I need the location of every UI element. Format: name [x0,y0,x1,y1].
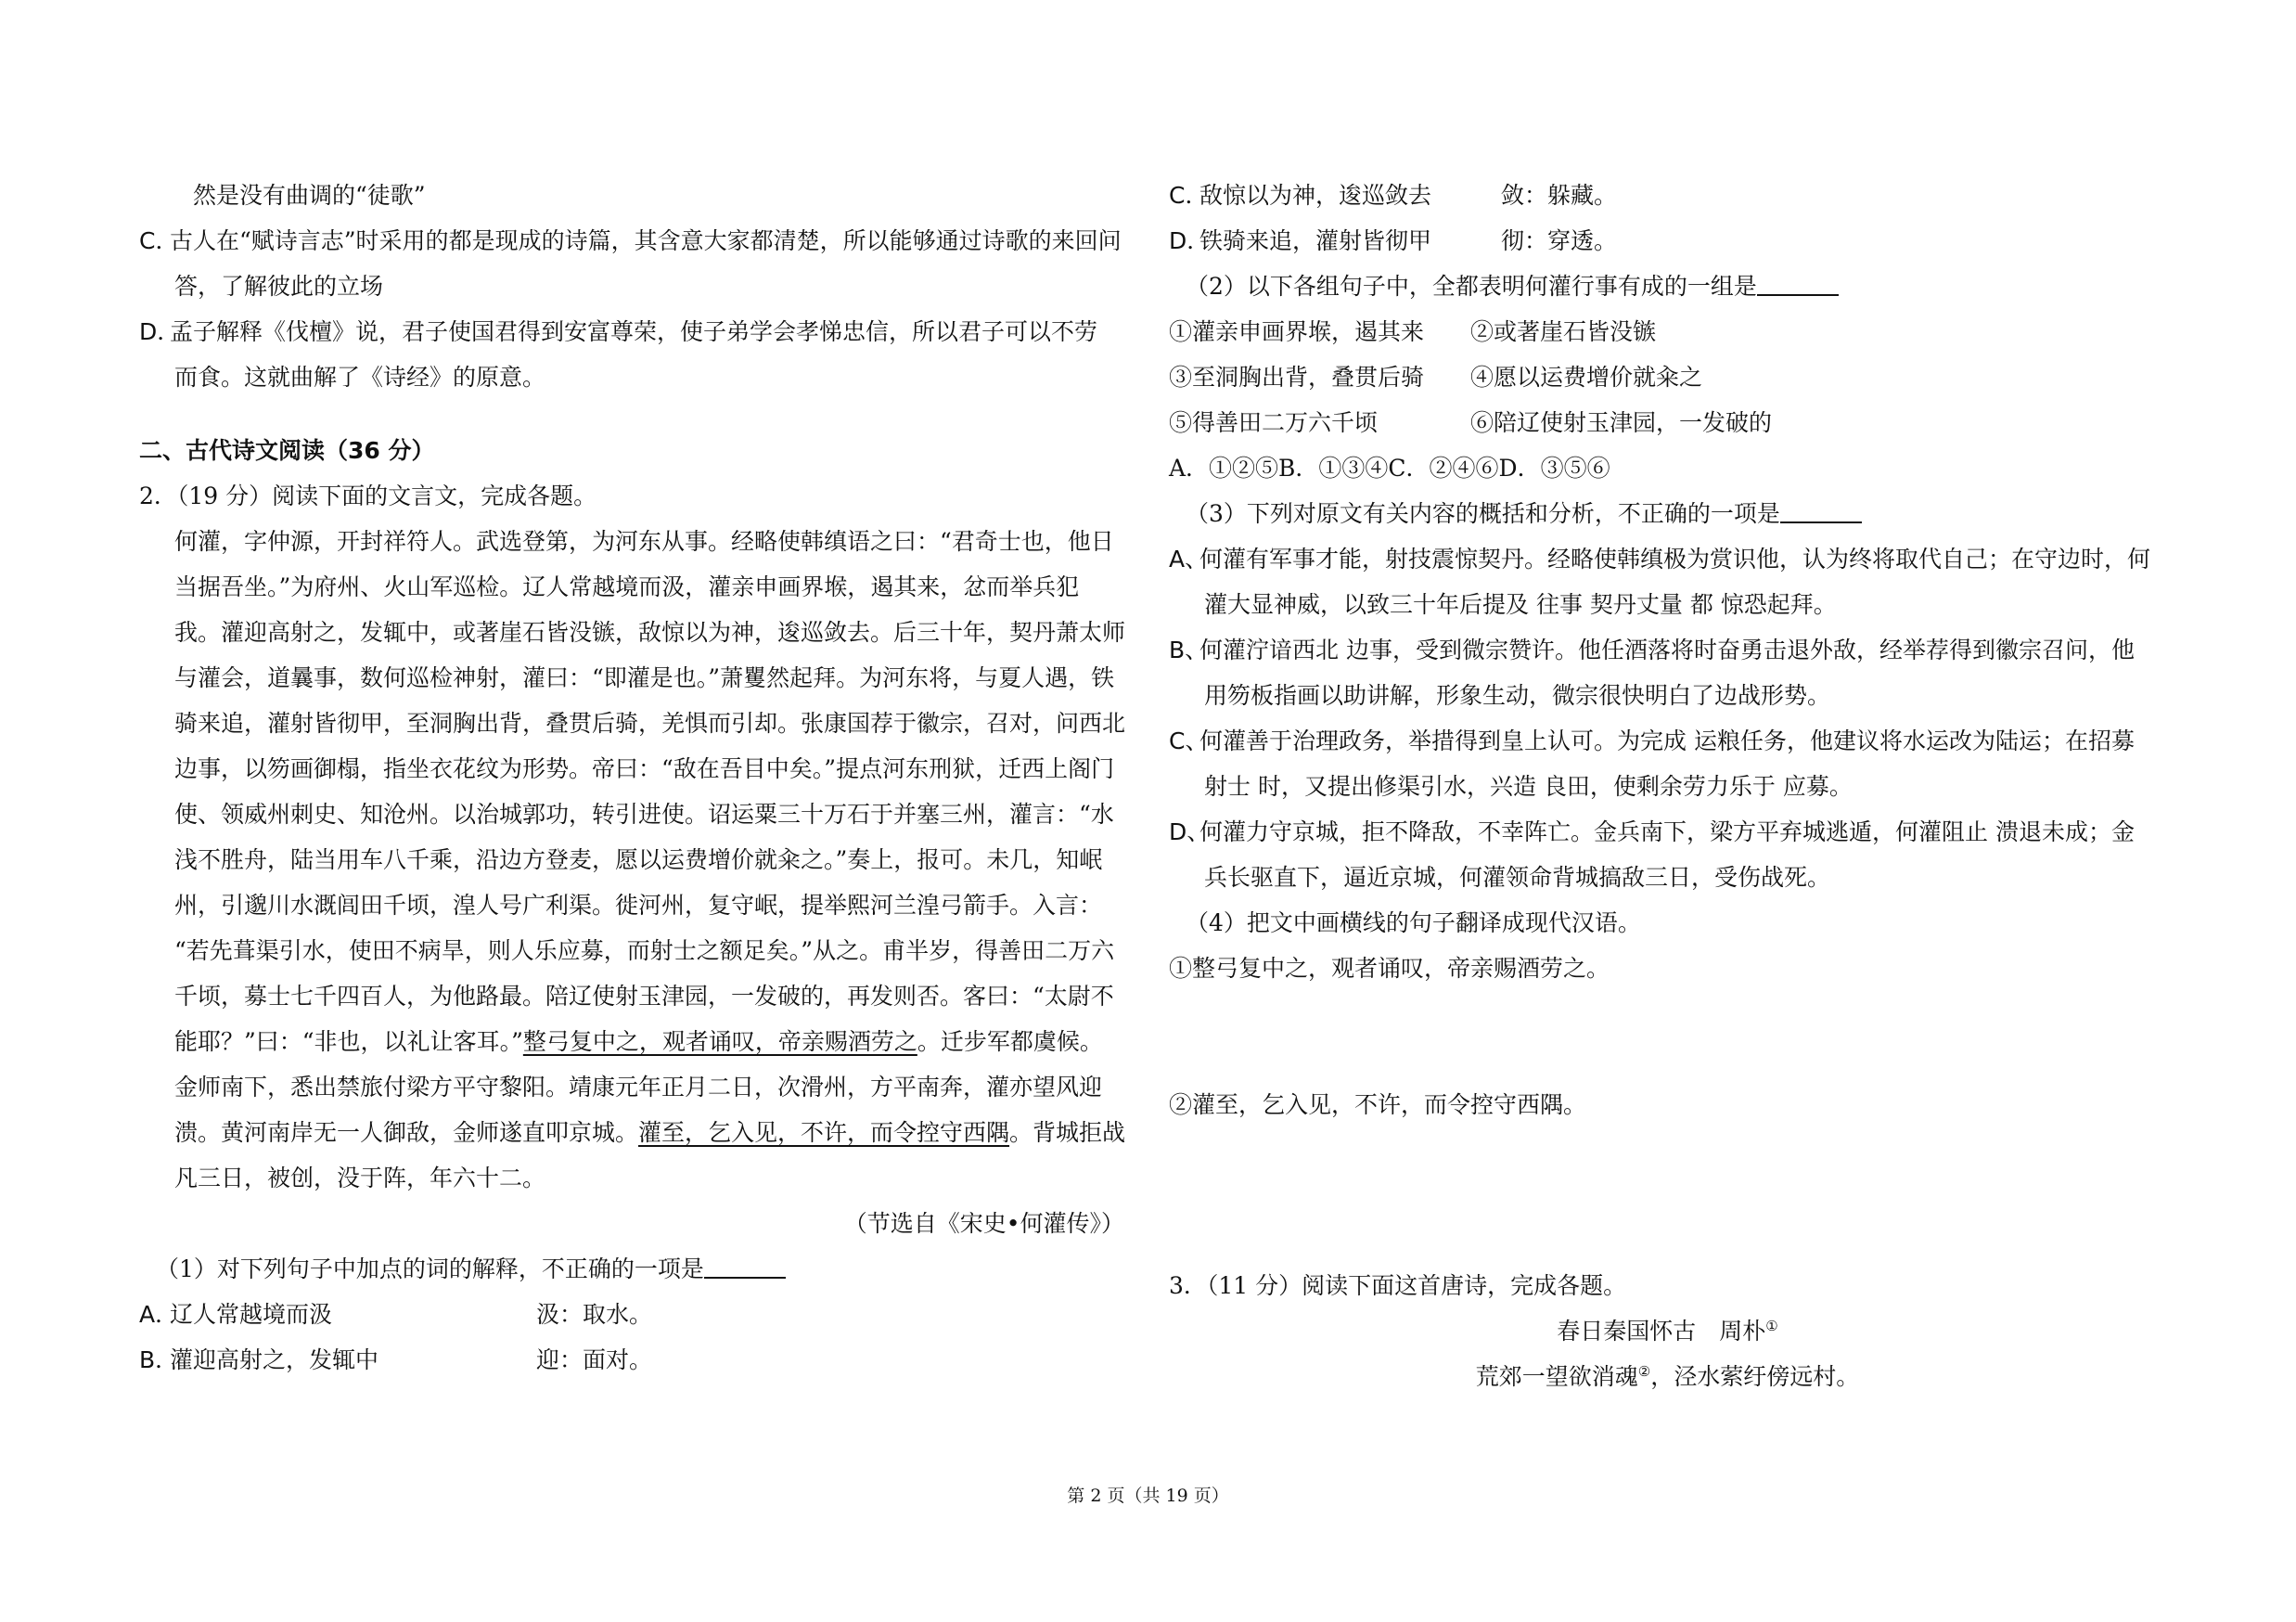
sub2-choices: A．①②⑤B．①③④C．②④⑥D．③⑤⑥ [1169,455,1610,482]
question-2-intro: 2．（19 分）阅读下面的文言文，完成各题。 [139,483,597,509]
passage-line: 我。灌迎高射之，发辄中，或著崖石皆没镞，敌惊以为神，逡巡敛去。后三十年，契丹萧太师 [174,619,1126,646]
passage-line: “若先葺渠引水，使田不病旱，则人乐应募，而射士之额足矣。”从之。甫半岁，得善田二万六 [174,937,1115,964]
section-heading: 二、古代诗文阅读（36 分） [139,437,435,464]
answer-space[interactable] [1169,991,2166,1082]
sub-question-2: （2）以下各组句子中，全都表明何灌行事有成的一组是 [1169,264,2166,309]
answer-blank[interactable] [1780,496,1862,523]
sub1-option-c: C．敌惊以为神，逡巡敛去 敛：躲藏。 [1169,182,1618,209]
passage-line: 凡三日，被创，没于阵，年六十二。 [174,1165,546,1191]
option-label: C． [139,227,179,254]
footnote-marker: ② [1637,1363,1651,1380]
sub-question-3: （3）下列对原文有关内容的概括和分析，不正确的一项是 [1169,491,2166,536]
translation-item-2: ②灌至，乞入见，不许，而令控守西隅。 [1169,1091,1587,1118]
sub2-item-row: ③至洞胸出背，叠贯后骑 ④愿以运费增价就籴之 [1169,364,1703,391]
passage-line: 金师南下，悉出禁旅付梁方平守黎阳。靖康元年正月二日，次滑州，方平南奔，灌亦望风迎 [174,1074,1103,1101]
translation-item-1: ①整弓复中之，观者诵叹，帝亲赐酒劳之。 [1169,955,1610,982]
option-c: C．古人在“赋诗言志”时采用的都是现成的诗篇，其含意大家都清楚，所以能够通过诗歌的来回问 答，了解彼此的立场 [139,218,1132,309]
sub3-option-b: B、何灌泞谙西北 边事，受到微宗赞许。他任酒落将时奋勇击退外敌，经举荐得到徽宗召问，他 用笏板指画以助讲解，形象生动，微宗很快明白了边战形势。 [1169,637,2135,709]
poem-line-1: 荒郊一望欲消魂②，泾水萦纡傍远村。 [1475,1363,1860,1390]
poem-title: 春日秦国怀古 [1557,1318,1697,1345]
left-column [139,173,1132,1383]
passage-source: （节选自《宋史•何灌传》） [843,1210,1124,1237]
passage-line: 使、领威州刺史、知沧州。以治城郭功，转引进使。诏运粟三十万石于并塞三州，灌言：“水 [174,801,1114,828]
underlined-sentence-1: 整弓复中之，观者诵叹，帝亲赐酒劳之 [522,1028,917,1055]
passage-line: 千顷，募士七千四百人，为他路最。陪辽使射玉津园，一发破的，再发则否。客曰：“太尉不 [174,983,1114,1010]
sub3-option-c: C、何灌善于治理政务，举措得到皇上认可。为完成 运粮任务，他建议将水运改为陆运；在招募 射士 时，又提出修渠引水，兴造 良田，使剩余劳力乐于 应募。 [1169,727,2135,800]
footnote-marker: ① [1765,1318,1778,1334]
right-column [1169,173,2166,1399]
poem-title-line [1169,1308,2166,1354]
passage-line: 州，引邈川水溉闾田千顷，湟人号广利渠。徙河州，复守岷，提举熙河兰湟弓箭手。入言： [174,892,1103,919]
sub-question-4: （4）把文中画横线的句子翻译成现代汉语。 [1186,909,1641,936]
sub1-option-b: B．灌迎高射之，发辄中 迎：面对。 [139,1346,653,1373]
classical-passage [139,519,1132,1201]
question-3-intro: 3．（11 分）阅读下面这首唐诗，完成各题。 [1169,1272,1627,1299]
answer-blank[interactable] [1757,268,1839,296]
passage-line: 能耶？”曰：“非也，以礼让客耳。”整弓复中之，观者诵叹，帝亲赐酒劳之。迁步军都虞候。 [174,1028,1103,1055]
passage-line: 与灌会，道曩事，数何巡检神射，灌曰：“即灌是也。”萧矍然起拜。为河东将，与夏人遇，铁 [174,664,1115,691]
sub-question-1: （1）对下列句子中加点的词的解释，不正确的一项是 [139,1246,1132,1292]
sub1-option-d: D．铁骑来追，灌射皆彻甲 彻：穿透。 [1169,227,1618,254]
page-footer: 第 2 页（共 19 页） [1067,1486,1229,1506]
sub3-option-a: A、何灌有军事才能，射技震惊契丹。经略使韩缜极为赏识他，认为终将取代自己；在守边时，何 灌大显神威，以致三十年后提及 往事 契丹丈量 都 惊恐起拜。 [1169,546,2151,618]
answer-blank[interactable] [704,1251,786,1279]
passage-line: 边事，以笏画御榻，指坐衣花纹为形势。帝曰：“敌在吾目中矣。”提点河东刑狱，迁西上阁门 [174,755,1115,782]
option-d: D．孟子解释《伐檀》说，君子使国君得到安富尊荣，使子弟学会孝悌忠信，所以君子可以不劳 而食。这就曲解了《诗经》的原意。 [139,309,1132,400]
answer-space[interactable] [1169,1127,2166,1218]
underlined-sentence-2: 灌至，乞入见，不许，而令控守西隅 [638,1119,1010,1146]
passage-line: 浅不胜舟，陆当用车八千乘，沿边方登麦，愿以运费增价就籴之。”奏上，报可。未几，知岷 [174,846,1103,873]
sub2-item-row: ⑤得善田二万六千顷 ⑥陪辽使射玉津园，一发破的 [1169,409,1773,436]
passage-line: 何灌，字仲源，开封祥符人。武选登第，为河东从事。经略使韩缜语之曰：“君奇士也，他日 [174,528,1114,555]
sub1-option-a: A．辽人常越境而汲 汲：取水。 [139,1301,653,1328]
passage-line: 溃。黄河南岸无一人御敌，金师遂直叩京城。灌至，乞入见，不许，而令控守西隅。背城拒战 [174,1119,1126,1146]
option-label: D． [139,318,181,345]
poem-author: 周朴 [1719,1318,1766,1345]
sub3-option-d: D、何灌力守京城，拒不降敌，不幸阵亡。金兵南下，梁方平弃城逃遁，何灌阻止 溃退未成；金 兵长驱直下，逼近京城，何灌领命背城搞敌三日，受伤战死。 [1169,818,2135,891]
continued-line: 然是没有曲调的“徒歌” [193,182,426,209]
passage-line: 骑来追，灌射皆彻甲，至洞胸出背，叠贯后骑，羌惧而引却。张康国荐于徽宗，召对，问西北 [174,710,1126,737]
passage-line: 当据吾坐。”为府州、火山军巡检。辽人常越境而汲，灌亲申画界堠，遏其来，忿而举兵犯 [174,573,1080,600]
sub2-item-row: ①灌亲申画界堠，遏其来 ②或著崖石皆没镞 [1169,318,1657,345]
